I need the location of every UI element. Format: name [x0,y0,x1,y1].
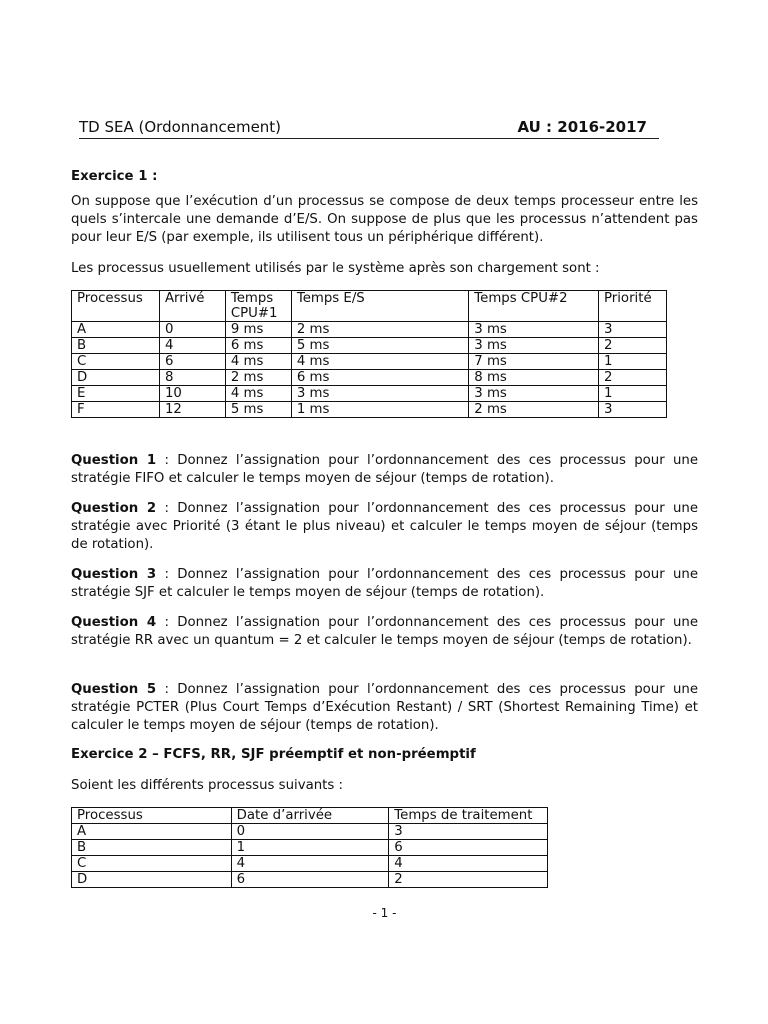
question-body: : Donnez l’assignation pour l’ordonnancement des ces processus pour une stratégie SJF et calculer le temps moyen de séjour (temps de rotation). [71,567,698,600]
table-cell: 12 [159,402,225,418]
table-cell: D [72,370,160,386]
table-cell: 3 ms [469,322,599,338]
table-cell: D [72,872,232,888]
table-cell: 3 ms [469,386,599,402]
table-cell: 3 [598,322,666,338]
table-cell: 4 [389,856,548,872]
table-cell: 8 [159,370,225,386]
table-cell: 4 ms [291,354,468,370]
process-table-1-header-cell: Arrivé [159,291,225,322]
table-cell: 0 [231,824,389,840]
table-cell: 2 [598,370,666,386]
table-cell: 0 [159,322,225,338]
process-table-2 [71,807,548,888]
table-cell: 3 [598,402,666,418]
question-body: : Donnez l’assignation pour l’ordonnancement des ces processus pour une stratégie FIFO et calculer le temps moyen de séjour (temps de rotation). [71,453,698,486]
question-body: : Donnez l’assignation pour l’ordonnancement des ces processus pour une stratégie avec Priorité (3 étant le plus niveau) et calculer le temps moyen de séjour (temps de rotation). [71,501,698,552]
question-text [71,566,698,602]
question-text [71,614,698,650]
question-1 [71,452,698,488]
exercise-2 [71,746,698,764]
table-cell: 4 [231,856,389,872]
table-row [72,370,667,386]
table-cell: F [72,402,160,418]
question-label: Question 2 [71,501,157,516]
table-cell: 2 [598,338,666,354]
process-table-1-header-cell: Priorité [598,291,666,322]
process-table-1-body [72,291,667,418]
exercise-1-title: Exercice 1 : [71,169,158,184]
table-row [72,354,667,370]
academic-year: AU : 2016-2017 [517,118,647,136]
process-table-2-header-cell: Processus [72,808,232,824]
table-cell: 1 [598,386,666,402]
process-table-1-header-row [72,291,667,322]
page-header [79,118,659,139]
table-cell: 1 [231,840,389,856]
question-text [71,500,698,554]
table-cell: 4 ms [225,386,291,402]
table-cell: B [72,338,160,354]
question-label: Question 4 [71,615,157,630]
table-cell: E [72,386,160,402]
process-table-2-header-cell: Temps de traitement [389,808,548,824]
process-table-1-header-cell: Temps CPU#2 [469,291,599,322]
question-label: Question 3 [71,567,157,582]
table-row [72,872,548,888]
process-table-1-header-cell: Temps CPU#1 [225,291,291,322]
process-table-2-header-cell: Date d’arrivée [231,808,389,824]
table-row [72,386,667,402]
table-cell: 6 [159,354,225,370]
table-cell: 9 ms [225,322,291,338]
table-cell: 6 ms [225,338,291,354]
process-table-1-header-cell: Temps E/S [291,291,468,322]
table-cell: A [72,824,232,840]
table-row [72,402,667,418]
table-cell: 3 [389,824,548,840]
table-cell: 3 ms [469,338,599,354]
question-body: : Donnez l’assignation pour l’ordonnancement des ces processus pour une stratégie PCTER (Plus Court Temps d’Exécution Restant) / SRT (Shortest Remaining Time) et calculer le temps moyen de séjour (temps de rotation). [71,682,698,733]
table-cell: 7 ms [469,354,599,370]
question-text [71,681,698,735]
table-cell: 2 ms [469,402,599,418]
table-row [72,338,667,354]
question-4 [71,614,698,650]
question-text [71,452,698,488]
exercise-1-lead-block [71,260,698,278]
table-row [72,840,548,856]
table-cell: 5 ms [225,402,291,418]
table-cell: 2 ms [225,370,291,386]
page-number: - 1 - [372,906,397,920]
table-cell: 5 ms [291,338,468,354]
exercise-2-lead: Soient les différents processus suivants : [71,778,343,793]
table-row [72,856,548,872]
table-cell: 6 [231,872,389,888]
table-row [72,824,548,840]
question-5 [71,681,698,735]
exercise-2-lead-block [71,777,698,795]
exercise-1 [71,168,698,186]
process-table-1 [71,290,667,418]
table-row [72,322,667,338]
table-cell: 1 ms [291,402,468,418]
table-cell: 3 ms [291,386,468,402]
course-title: TD SEA (Ordonnancement) [79,118,282,136]
question-body: : Donnez l’assignation pour l’ordonnancement des ces processus pour une stratégie RR avec un quantum = 2 et calculer le temps moyen de séjour (temps de rotation). [71,615,698,648]
question-2 [71,500,698,554]
question-3 [71,566,698,602]
process-table-2-body [72,808,548,888]
process-table-1-header-cell: Processus [72,291,160,322]
table-cell: 8 ms [469,370,599,386]
table-cell: 2 ms [291,322,468,338]
exercise-1-intro-block [71,193,698,247]
table-cell: A [72,322,160,338]
table-cell: C [72,856,232,872]
exercise-1-lead: Les processus usuellement utilisés par le système après son chargement sont : [71,261,600,276]
table-cell: 1 [598,354,666,370]
exercise-2-title: Exercice 2 – FCFS, RR, SJF préemptif et non-préemptif [71,747,476,762]
table-cell: 4 ms [225,354,291,370]
question-label: Question 5 [71,682,157,697]
process-table-2-header-row [72,808,548,824]
table-cell: 6 ms [291,370,468,386]
exercise-1-intro: On suppose que l’exécution d’un processus se compose de deux temps processeur entre les quels s’intercale une demande d’E/S. On suppose de plus que les processus n’attendent pas pour leur E/S (par exemple, ils utilisent tous un périphérique différent). [71,194,698,245]
table-cell: 4 [159,338,225,354]
table-cell: 2 [389,872,548,888]
table-cell: C [72,354,160,370]
table-cell: 6 [389,840,548,856]
table-cell: B [72,840,232,856]
question-label: Question 1 [71,453,157,468]
table-cell: 10 [159,386,225,402]
